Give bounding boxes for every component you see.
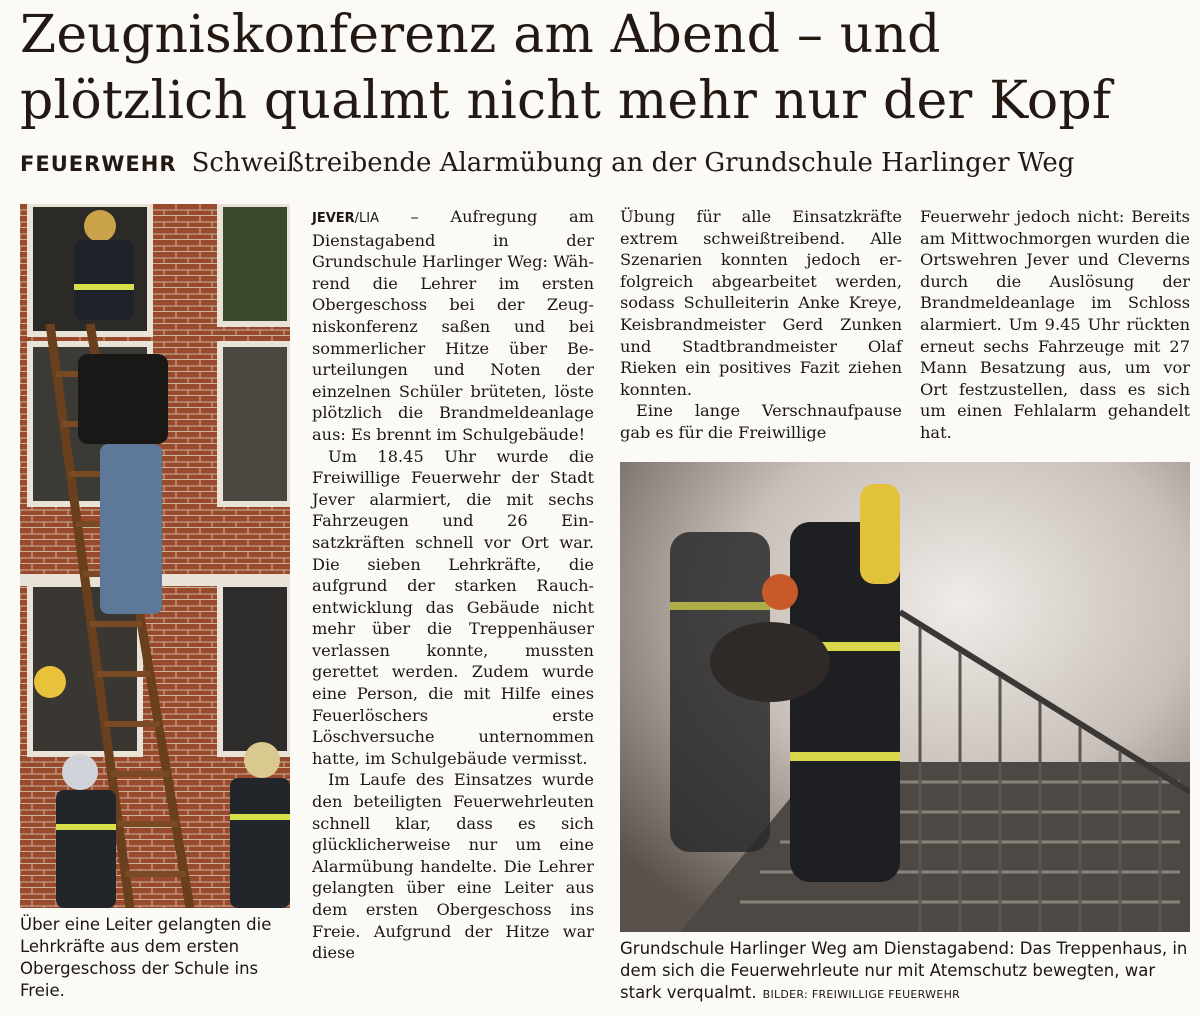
photo-ladder-rescue-illustration — [20, 204, 290, 908]
paragraph: Feuerwehr jedoch nicht: Bereits am Mittwochmorgen wurden die Ortswehren Jever und Cleverns durch die Auslösung der Brandmeldeanlage im Schloss alarmiert. Um 9.45 Uhr rückten erneut sechs Fahrzeuge mit 27 Mann Besatzung aus, um vor Ort festzustellen, dass es sich um einen Fehlalarm gehandelt hat. — [920, 207, 1190, 442]
article-column-1 — [312, 206, 594, 964]
caption-left: Über eine Leiter gelangten die Lehrkräfte aus dem ersten Obergeschoss der Schule ins Freie. — [20, 915, 272, 1000]
paragraph — [312, 206, 594, 446]
article-column-3 — [920, 206, 1190, 444]
photo-credit: BILDER: FREIWILLIGE FEUERWEHR — [762, 988, 961, 1001]
paragraph: Eine lange Verschnaufpause gab es für die Freiwillige — [620, 401, 902, 442]
dateline-author: /LIA — [354, 211, 380, 226]
paragraph-text: – Aufregung am Dienstagabend in der Grundschule Harlinger Weg: Während die Lehrer im ersten Obergeschoss bei der Zeugniskonferenz saßen und bei sommerlicher Hitze über Beurteilungen und Noten der einzelnen Schüler brüteten, löste plötzlich die Brandmeldeanlage aus: Es brennt im Schulgebäude! — [312, 207, 594, 444]
subline — [20, 148, 1190, 178]
paragraph: Um 18.45 Uhr wurde die Freiwillige Feuerwehr der Stadt Jever alarmiert, die mit sechs Fahrzeugen und 26 Einsatzkräften schnell vor Ort war. Die sieben Lehrkräfte, die aufgrund der starken Rauchentwicklung das Gebäude nicht mehr über die Treppenhäuser verlassen konnte, mussten gerettet werden. Zudem wurde eine Person, die mit Hilfe eines Feuerlöschers erste Löschversuche unternommen hatte, im Schulgebäude vermisst. — [312, 446, 594, 768]
dateline — [312, 211, 379, 226]
paragraph: Übung für alle Einsatzkräfte extrem schweißtreibend. Alle Szenarien konnten jedoch erfolgreich abgearbeitet werden, sodass Schulleiterin Anke Kreye, Keisbrandmeister Gerd Zunken und Stadtbrandmeister Olaf Rieken ein positives Fazit ziehen konnten. — [620, 207, 902, 399]
photo-smoky-stairwell — [620, 462, 1190, 932]
subtitle: Schweißtreibende Alarmübung an der Grundschule Harlinger Weg — [191, 148, 1075, 178]
photo-smoky-stairwell-illustration — [620, 462, 1190, 932]
dateline-place: JEVER — [312, 211, 355, 226]
caption-right — [620, 938, 1190, 1006]
headline-line-1: Zeugniskonferenz am Abend – und — [20, 5, 941, 65]
kicker: FEUERWEHR — [20, 152, 177, 176]
headline-line-2: plötzlich qualmt nicht mehr nur der Kopf — [20, 71, 1112, 131]
headline — [20, 2, 1190, 134]
caption-right-text: Grundschule Harlinger Weg am Dienstagabend: Das Treppenhaus, in dem sich die Feuerwehrleute nur mit Atemschutz bewegten, war stark verqualmt. — [620, 939, 1188, 1002]
paragraph: Im Laufe des Einsatzes wurde den beteiligten Feuerwehrleuten schnell klar, dass es sich glücklicherweise nur um eine Alarmübung handelte. Die Lehrer gelangten über eine Leiter aus dem ersten Obergeschoss ins Freie. Aufgrund der Hitze war diese — [312, 770, 594, 963]
article-column-2 — [620, 206, 902, 444]
photo-ladder-rescue — [20, 204, 290, 908]
